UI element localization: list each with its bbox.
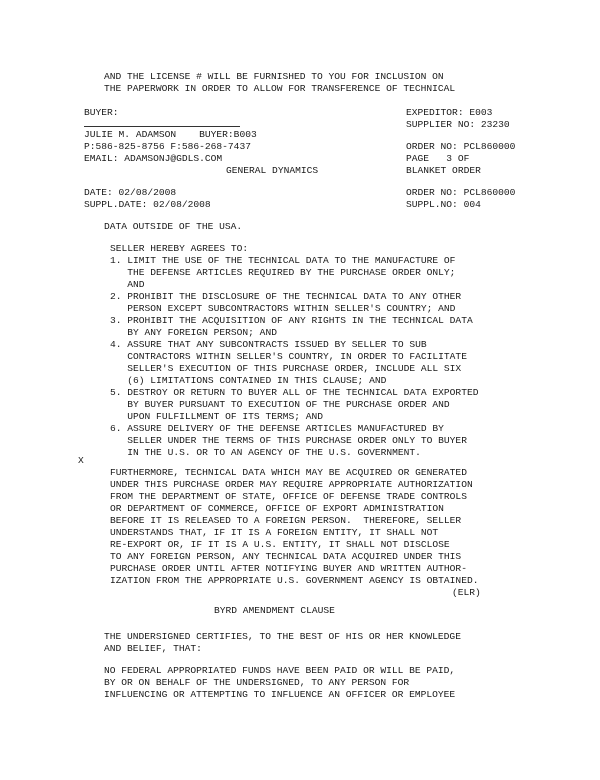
list-item: CONTRACTORS WITHIN SELLER'S COUNTRY, IN ORDER TO FACILITATE: [110, 351, 467, 362]
list-item: IN THE U.S. OR TO AN AGENCY OF THE U.S. GOVERNMENT.: [110, 447, 421, 458]
list-item: SELLER'S EXECUTION OF THIS PURCHASE ORDER, INCLUDE ALL SIX: [110, 363, 462, 374]
list-item: 5. DESTROY OR RETURN TO BUYER ALL OF THE TECHNICAL DATA EXPORTED: [110, 387, 479, 398]
blanket-order: BLANKET ORDER: [406, 165, 481, 176]
list-item: 2. PROHIBIT THE DISCLOSURE OF THE TECHNICAL DATA TO ANY OTHER: [110, 291, 462, 302]
list-item: BY BUYER PURSUANT TO EXECUTION OF THE PURCHASE ORDER AND: [110, 399, 450, 410]
list-item: (6) LIMITATIONS CONTAINED IN THIS CLAUSE; AND: [110, 375, 387, 386]
byrd-amendment-title: BYRD AMENDMENT CLAUSE: [214, 605, 335, 616]
list-item: 6. ASSURE DELIVERY OF THE DEFENSE ARTICLES MANUFACTURED BY: [110, 423, 444, 434]
buyer-email: EMAIL: ADAMSONJ@GDLS.COM: [84, 153, 223, 164]
order-no: ORDER NO: PCL860000: [406, 141, 516, 152]
paragraph-line: UNDERSTANDS THAT, IF IT IS A FOREIGN ENTITY, IT SHALL NOT: [110, 527, 439, 538]
paragraph-line: FROM THE DEPARTMENT OF STATE, OFFICE OF DEFENSE TRADE CONTROLS: [110, 491, 467, 502]
suppl-no: SUPPL.NO: 004: [406, 199, 481, 210]
company-name: GENERAL DYNAMICS: [226, 165, 319, 176]
federal-funds-line: NO FEDERAL APPROPRIATED FUNDS HAVE BEEN PAID OR WILL BE PAID,: [104, 665, 456, 676]
certifies-line: THE UNDERSIGNED CERTIFIES, TO THE BEST OF HIS OR HER KNOWLEDGE: [104, 631, 461, 642]
paragraph-line: OR DEPARTMENT OF COMMERCE, OFFICE OF EXPORT ADMINISTRATION: [110, 503, 444, 514]
supplier-no: SUPPLIER NO: 23230: [406, 119, 510, 130]
list-item: SELLER UNDER THE TERMS OF THIS PURCHASE ORDER ONLY TO BUYER: [110, 435, 467, 446]
paragraph-line: FURTHERMORE, TECHNICAL DATA WHICH MAY BE ACQUIRED OR GENERATED: [110, 467, 467, 478]
page-number: PAGE 3 OF: [406, 153, 470, 164]
paragraph-line: PURCHASE ORDER UNTIL AFTER NOTIFYING BUYER AND WRITTEN AUTHOR-: [110, 563, 467, 574]
order-date: DATE: 02/08/2008: [84, 187, 177, 198]
seller-agrees-heading: SELLER HEREBY AGREES TO:: [110, 243, 249, 254]
buyer-label: BUYER:: [84, 107, 119, 118]
intro-line: AND THE LICENSE # WILL BE FURNISHED TO YOU FOR INCLUSION ON: [104, 71, 444, 82]
paragraph-line: IZATION FROM THE APPROPRIATE U.S. GOVERNMENT AGENCY IS OBTAINED.: [110, 575, 479, 586]
x-mark: X: [78, 455, 84, 466]
federal-funds-line: BY OR ON BEHALF OF THE UNDERSIGNED, TO ANY PERSON FOR: [104, 677, 410, 688]
intro-line: THE PAPERWORK IN ORDER TO ALLOW FOR TRANSFERENCE OF TECHNICAL: [104, 83, 456, 94]
buyer-name: JULIE M. ADAMSON BUYER:B003: [84, 129, 257, 140]
federal-funds-line: INFLUENCING OR ATTEMPTING TO INFLUENCE AN OFFICER OR EMPLOYEE: [104, 689, 456, 700]
list-item: 3. PROHIBIT THE ACQUISITION OF ANY RIGHTS IN THE TECHNICAL DATA: [110, 315, 473, 326]
buyer-phone-fax: P:586-825-8756 F:586-268-7437: [84, 141, 251, 152]
list-item: 4. ASSURE THAT ANY SUBCONTRACTS ISSUED BY SELLER TO SUB: [110, 339, 427, 350]
expeditor: EXPEDITOR: E003: [406, 107, 493, 118]
buyer-underline: [84, 126, 240, 127]
paragraph-line: BEFORE IT IS RELEASED TO A FOREIGN PERSON. THEREFORE, SELLER: [110, 515, 462, 526]
paragraph-line: RE-EXPORT OR, IF IT IS A U.S. ENTITY, IT SHALL NOT DISCLOSE: [110, 539, 450, 550]
elr-tag: (ELR): [452, 587, 481, 598]
list-item: BY ANY FOREIGN PERSON; AND: [110, 327, 277, 338]
suppl-date: SUPPL.DATE: 02/08/2008: [84, 199, 211, 210]
list-item: UPON FULFILLMENT OF ITS TERMS; AND: [110, 411, 324, 422]
paragraph-line: TO ANY FOREIGN PERSON, ANY TECHNICAL DATA ACQUIRED UNDER THIS: [110, 551, 462, 562]
paragraph-line: UNDER THIS PURCHASE ORDER MAY REQUIRE APPROPRIATE AUTHORIZATION: [110, 479, 473, 490]
order-no: ORDER NO: PCL860000: [406, 187, 516, 198]
list-item: 1. LIMIT THE USE OF THE TECHNICAL DATA TO THE MANUFACTURE OF: [110, 255, 456, 266]
certifies-line: AND BELIEF, THAT:: [104, 643, 202, 654]
list-item: AND: [110, 279, 145, 290]
data-outside-line: DATA OUTSIDE OF THE USA.: [104, 221, 243, 232]
list-item: PERSON EXCEPT SUBCONTRACTORS WITHIN SELLER'S COUNTRY; AND: [110, 303, 456, 314]
list-item: THE DEFENSE ARTICLES REQUIRED BY THE PURCHASE ORDER ONLY;: [110, 267, 456, 278]
